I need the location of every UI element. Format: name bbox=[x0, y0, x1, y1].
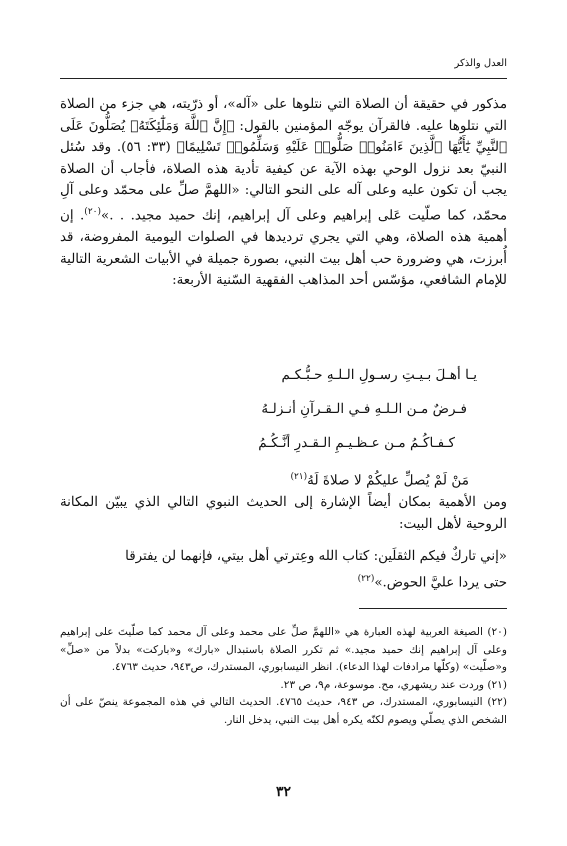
footnote-rule bbox=[359, 608, 507, 609]
hadith-line-1: «إني تاركٌ فيكم الثقلَين: كتاب الله وعِترتي أهل بيتي، فإنهما لن يفترقا bbox=[125, 549, 507, 564]
hadith-quote bbox=[60, 546, 507, 594]
footnote-ref-22: (٢٢) bbox=[357, 574, 375, 584]
main-paragraph bbox=[60, 94, 507, 292]
verse-4-text: مَنْ لَمْ يُصلِّ عليكُمْ لا صلاةَ لَهُ bbox=[307, 472, 469, 489]
footnote-ref-20: (٢٠) bbox=[84, 206, 101, 217]
paragraph-1-text: مذكور في حقيقة أن الصلاة التي نتلوها على «آله»، أو ذرّيته، هي جزء من الصلاة التي نتلوها عليه. فالقرآن يوجّه المؤمنين بالقول: ﴿إِنَّ ٱللَّهَ وَمَلَٰٓئِكَتَهُۥ يُصَلُّونَ عَلَى ٱلنَّبِيِّ يَٰٓأَيُّهَا ٱلَّذِينَ ءَامَنُوا۟ صَلُّوا۟ عَلَيْهِ وَسَلِّمُوا۟ تَسْلِيمًا﴾ (٣٣: ٥٦). وقد سُئل النبيّ بعد نزول الوحي بهذه الآية عن كيفية تأدية هذه الصلاة، فأجاب أن الصلاة يجب أن تكون عليه وعلى آله على النحو التالي: «اللهمَّ صلِّ على محمّد وعلى آلِ محمّد، كما صلّيت عَلى إبراهيم وعلى آل إبراهيم، إنك حميد مجيد. . .» bbox=[60, 97, 508, 224]
footnotes bbox=[60, 624, 507, 729]
running-head: العدل والذكر bbox=[454, 58, 507, 69]
footnote-20: (٢٠) الصيغة العربية لهذه العبارة هي «اللهمَّ صلِّ على محمد وعلى آل محمد كما صلّيتَ على إبراهيم وعلى آل إبراهيم إنك حميد مجيد.» ثم تكرر الصلاة باستبدال «بارك» و«باركت» بدلاً من «صلِّ» و«صلّيت» (وكلّها مرادفات لهذا الدعاء). انظر النيسابوري، المستدرك، ص٩٤٣، حديث ٤٧٦٣. bbox=[60, 626, 507, 673]
verse-line: كـفـاكُـمُ مـن عـظـيـمِ الـقـدرِ أنَّـكُـمُ bbox=[258, 435, 455, 451]
verse-line-last bbox=[177, 460, 477, 494]
footnote-21: (٢١) وردت عند ريشهري، مح. موسوعة، م٩، ص ٢٣. bbox=[280, 678, 507, 691]
verse-line: فـرضٌ مـن الـلـهِ فـي الـقـرآنِ أنـزلـهُ bbox=[261, 401, 467, 417]
footnote-22: (٢٢) النيسابوري، المستدرك، ص ٩٤٣، حديث ٤٧٦٥. الحديث التالي في هذه المجموعة ينصّ على أن الشخص الذي يصلّي ويصوم لكنّه يكره أهل بيت النبي، يدخل النار. bbox=[60, 696, 507, 726]
page-number: ٣٢ bbox=[275, 784, 292, 800]
poem-verses bbox=[177, 358, 477, 494]
paragraph-1 bbox=[60, 94, 507, 292]
footnote-ref-21: (٢١) bbox=[290, 472, 308, 482]
hadith-line-2-text: حتى يردا عليَّ الحوض.» bbox=[374, 575, 507, 591]
verse-line: يـا أهـلَ بـيـتِ رسـولِ الـلـهِ حـبُّـكـم bbox=[281, 367, 477, 383]
paragraph-1-tail: . إن أهمية هذه الصلاة، وهي التي يجري ترديدها في الصلوات اليومية المفروضة، قد أُبرزت، هي وضرورة حب أهل بيت النبي، بصورة جميلة في الأبيات الشعرية التالية للإمام الشافعي، مؤسّس أحد المذاهب الفقهية السّنية الأربعة: bbox=[60, 208, 507, 289]
paragraph-2: ومن الأهمية بمكان أيضاً الإشارة إلى الحديث النبوي التالي الذي يبيّن المكانة الروحية لأهل البيت: bbox=[60, 495, 507, 532]
second-paragraph bbox=[60, 492, 507, 535]
header-rule bbox=[60, 78, 507, 79]
hadith-line-2 bbox=[60, 568, 507, 594]
